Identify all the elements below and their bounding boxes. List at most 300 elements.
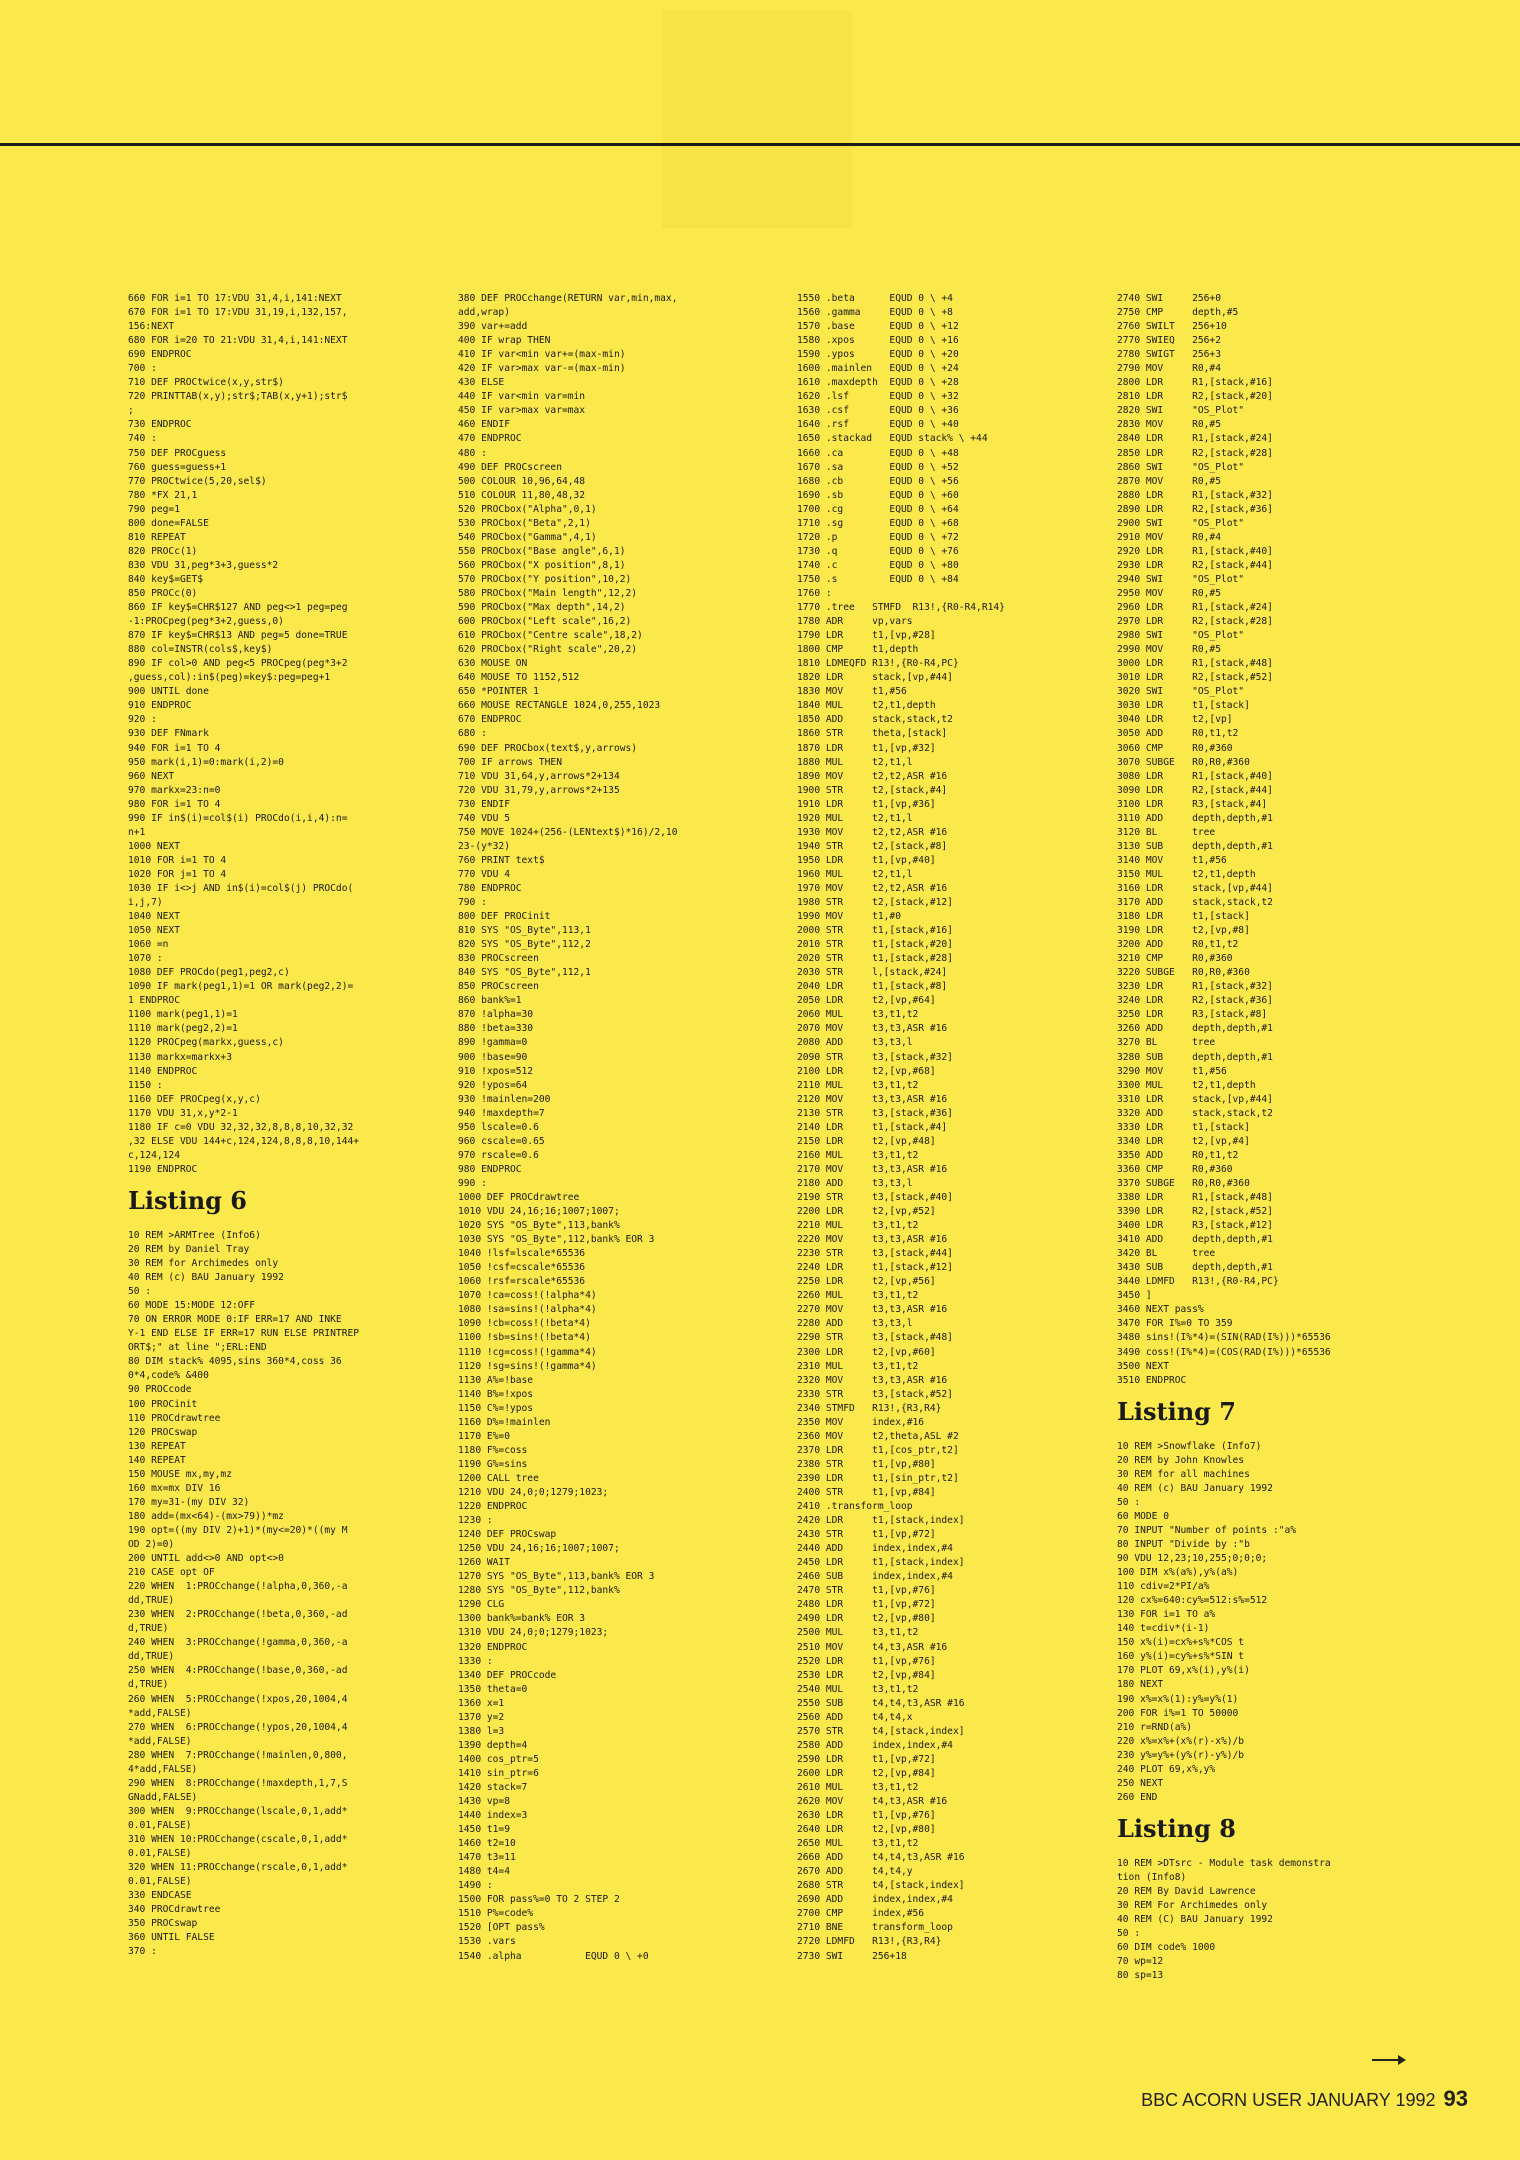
code-line: 420 IF var>max var-=(max-min) [458, 363, 626, 375]
code-line: 910 !xpos=512 [458, 1065, 534, 1077]
code-line: 2580 ADD index,index,#4 [797, 1739, 953, 1751]
code-line: 1860 STR theta,[stack] [797, 728, 948, 740]
code-line: 1300 bank%=bank% EOR 3 [458, 1613, 586, 1625]
code-line: 230 y%=y%+(y%(r)-y%)/b [1117, 1749, 1245, 1761]
code-line: 1740 .c EQUD 0 \ +80 [797, 559, 959, 571]
code-line: 500 COLOUR 10,96,64,48 [458, 475, 586, 487]
code-line: 1490 : [458, 1880, 493, 1892]
code-line: 1330 : [458, 1655, 493, 1667]
code-line: 2000 STR t1,[stack,#16] [797, 925, 953, 937]
code-line: 3110 ADD depth,depth,#1 [1117, 812, 1273, 824]
code-line: 2950 MOV R0,#5 [1117, 587, 1221, 599]
code-line: 1630 .csf EQUD 0 \ +36 [797, 405, 959, 417]
code-line: 2270 MOV t3,t3,ASR #16 [797, 1304, 948, 1316]
code-line: 2990 MOV R0,#5 [1117, 644, 1221, 656]
code-line: 2260 MUL t3,t1,t2 [797, 1290, 919, 1302]
code-line: 310 WHEN 10:PROCchange(cscale,0,1,add* [128, 1833, 348, 1845]
code-line: 130 REPEAT [128, 1440, 186, 1452]
code-line: 2780 SWIGT 256+3 [1117, 349, 1221, 361]
code-line: 1690 .sb EQUD 0 \ +60 [797, 489, 959, 501]
code-line: 2180 ADD t3,t3,l [797, 1177, 913, 1189]
code-line: 1610 .maxdepth EQUD 0 \ +28 [797, 377, 959, 389]
listing-column-3 [797, 292, 1109, 1964]
code-line: 1990 MOV t1,#0 [797, 911, 901, 923]
code-line: 2530 LDR t2,[vp,#84] [797, 1669, 936, 1681]
code-line: 140 REPEAT [128, 1454, 186, 1466]
code-line: 3080 LDR R1,[stack,#40] [1117, 770, 1273, 782]
code-line: 3260 ADD depth,depth,#1 [1117, 1023, 1273, 1035]
code-line: 120 cx%=640:cy%=512:s%=512 [1117, 1595, 1268, 1607]
code-line: 3460 NEXT pass% [1117, 1304, 1204, 1316]
code-line: 1560 .gamma EQUD 0 \ +8 [797, 307, 953, 319]
faded-background-panel [662, 10, 852, 228]
code-line: 3350 ADD R0,t1,t2 [1117, 1149, 1239, 1161]
code-line: 1640 .rsf EQUD 0 \ +40 [797, 419, 959, 431]
code-line: 580 PROCbox("Main length",12,2) [458, 587, 638, 599]
code-line: 2400 STR t1,[vp,#84] [797, 1486, 936, 1498]
code-line: 3120 BL tree [1117, 826, 1216, 838]
code-line: 2120 MOV t3,t3,ASR #16 [797, 1093, 948, 1105]
code-line: 730 ENDIF [458, 798, 510, 810]
code-line: 370 : [128, 1946, 157, 1958]
code-line: 3170 ADD stack,stack,t2 [1117, 897, 1273, 909]
code-line: 1470 t3=11 [458, 1852, 516, 1864]
code-line: 700 : [128, 363, 157, 375]
code-line: 560 PROCbox("X position",8,1) [458, 559, 626, 571]
code-line: 1980 STR t2,[stack,#12] [797, 897, 953, 909]
code-line: 800 done=FALSE [128, 517, 209, 529]
code-line: Y-1 END ELSE IF ERR=17 RUN ELSE PRINTREP [128, 1328, 360, 1340]
code-line: *add,FALSE) [128, 1707, 192, 1719]
code-line: 2900 SWI "OS_Plot" [1117, 517, 1245, 529]
code-line: 1100 mark(peg1,1)=1 [128, 1009, 238, 1021]
code-line: 270 WHEN 6:PROCchange(!ypos,20,1004,4 [128, 1721, 348, 1733]
code-line: 830 VDU 31,peg*3+3,guess*2 [128, 559, 279, 571]
code-line: 1210 VDU 24,0;0;1279;1023; [458, 1486, 609, 1498]
code-line: 2350 MOV index,#16 [797, 1416, 925, 1428]
code-line: 80 INPUT "Divide by :"b [1117, 1538, 1250, 1550]
code-line: 1500 FOR pass%=0 TO 2 STEP 2 [458, 1894, 620, 1906]
header-rule [0, 143, 1520, 146]
code-line: 280 WHEN 7:PROCchange(!mainlen,0,800, [128, 1749, 348, 1761]
code-line: 460 ENDIF [458, 419, 510, 431]
code-line: 1840 MUL t2,t1,depth [797, 700, 936, 712]
code-line: 2680 STR t4,[stack,index] [797, 1880, 965, 1892]
code-line: 0.01,FALSE) [128, 1848, 192, 1860]
code-line: 40 REM (c) BAU January 1992 [128, 1272, 284, 1284]
code-line: 440 IF var<min var=min [458, 391, 586, 403]
code-line: 1660 .ca EQUD 0 \ +48 [797, 447, 959, 459]
code-line: 2030 STR l,[stack,#24] [797, 967, 948, 979]
code-line: 3490 coss!(I%*4)=(COS(RAD(I%)))*65536 [1117, 1346, 1331, 1358]
code-line: 3320 ADD stack,stack,t2 [1117, 1107, 1273, 1119]
code-line: 2470 STR t1,[vp,#76] [797, 1585, 936, 1597]
code-line: 600 PROCbox("Left scale",16,2) [458, 616, 632, 628]
code-line: 2760 SWILT 256+10 [1117, 321, 1227, 333]
code-line: 3240 LDR R2,[stack,#36] [1117, 995, 1273, 1007]
code-line: 1900 STR t2,[stack,#4] [797, 784, 948, 796]
page-number: 93 [1443, 2086, 1468, 2111]
code-line: 1360 x=1 [458, 1697, 505, 1709]
code-line: 2940 SWI "OS_Plot" [1117, 573, 1245, 585]
code-line: 1930 MOV t2,t2,ASR #16 [797, 826, 948, 838]
code-line: 3420 BL tree [1117, 1248, 1216, 1260]
code-line: 2980 SWI "OS_Plot" [1117, 630, 1245, 642]
code-line: 210 CASE opt OF [128, 1567, 215, 1579]
code-line: 1070 : [128, 953, 163, 965]
code-line: 2440 ADD index,index,#4 [797, 1543, 953, 1555]
code-line: 1810 LDMEQFD R13!,{R0-R4,PC} [797, 658, 959, 670]
code-line: 60 MODE 15:MODE 12:OFF [128, 1300, 256, 1312]
code-line: add,wrap) [458, 307, 510, 319]
code-line: 1060 =n [128, 939, 169, 951]
code-line: 1130 markx=markx+3 [128, 1051, 232, 1063]
code-line: 1580 .xpos EQUD 0 \ +16 [797, 335, 959, 347]
code-line: 1750 .s EQUD 0 \ +84 [797, 573, 959, 585]
code-line: 3150 MUL t2,t1,depth [1117, 868, 1256, 880]
code-line: 590 PROCbox("Max depth",14,2) [458, 602, 626, 614]
code-line: 200 UNTIL add<>0 AND opt<>0 [128, 1553, 284, 1565]
code-line: ORT$;" at line ";ERL:END [128, 1342, 267, 1354]
code-line: 680 : [458, 728, 487, 740]
code-line: 3380 LDR R1,[stack,#48] [1117, 1192, 1273, 1203]
code-line: 1820 LDR stack,[vp,#44] [797, 672, 953, 684]
code-line: 690 ENDPROC [128, 349, 192, 361]
code-line: 2540 MUL t3,t1,t2 [797, 1683, 919, 1695]
code-line: 2810 LDR R2,[stack,#20] [1117, 391, 1273, 403]
code-line: *add,FALSE) [128, 1735, 192, 1747]
code-line: 790 : [458, 897, 487, 909]
code-line: 20 REM by John Knowles [1117, 1454, 1245, 1466]
code-line: 240 PLOT 69,x%,y% [1117, 1763, 1216, 1775]
code-line: 790 peg=1 [128, 503, 180, 515]
code-line: 410 IF var<min var+=(max-min) [458, 349, 626, 361]
code-line: 1940 STR t2,[stack,#8] [797, 840, 948, 852]
code-line: 680 FOR i=20 TO 21:VDU 31,4,i,141:NEXT [128, 335, 348, 347]
code-line: 950 lscale=0.6 [458, 1121, 539, 1133]
code-line: 1090 IF mark(peg1,1)=1 OR mark(peg2,2)= [128, 981, 354, 993]
code-line: 3370 SUBGE R0,R0,#360 [1117, 1177, 1250, 1189]
code-line: 2150 LDR t2,[vp,#48] [797, 1135, 936, 1147]
code-line: 150 x%(i)=cx%+s%*COS t [1117, 1637, 1245, 1649]
code-line: 1590 .ypos EQUD 0 \ +20 [797, 349, 959, 361]
code-line: 450 IF var>max var=max [458, 405, 586, 417]
code-line: 1040 NEXT [128, 911, 180, 923]
code-line: 710 VDU 31,64,y,arrows*2+134 [458, 770, 620, 782]
code-line: 1110 !cg=coss!(!gamma*4) [458, 1346, 597, 1358]
code-line: 30 REM For Archimedes only [1117, 1900, 1268, 1912]
code-line: 920 : [128, 714, 157, 726]
code-line: 2520 LDR t1,[vp,#76] [797, 1655, 936, 1667]
code-line: 1870 LDR t1,[vp,#32] [797, 742, 936, 754]
code-line: 960 cscale=0.65 [458, 1135, 545, 1147]
code-line: 190 opt=((my DIV 2)+1)*(my<=20)*((my M [128, 1524, 348, 1536]
code-line: 2200 LDR t2,[vp,#52] [797, 1206, 936, 1218]
code-line: 2800 LDR R1,[stack,#16] [1117, 377, 1273, 389]
code-line: 1970 MOV t2,t2,ASR #16 [797, 882, 948, 894]
code-line: 1950 LDR t1,[vp,#40] [797, 854, 936, 866]
code-line: 660 FOR i=1 TO 17:VDU 31,4,i,141:NEXT [128, 293, 342, 304]
code-line: 80 DIM stack% 4095,sins 360*4,coss 36 [128, 1356, 342, 1368]
code-line: 1010 FOR i=1 TO 4 [128, 854, 227, 866]
code-line: 800 DEF PROCinit [458, 911, 551, 923]
code-line: 2890 LDR R2,[stack,#36] [1117, 503, 1273, 515]
code-line: 860 bank%=1 [458, 995, 522, 1007]
code-line: 1230 : [458, 1515, 493, 1527]
code-line: 830 PROCscreen [458, 953, 539, 965]
code-line: 180 add=(mx<64)-(mx>79))*mz [128, 1510, 284, 1522]
code-line: 0.01,FALSE) [128, 1876, 192, 1888]
code-line: c,124,124 [128, 1149, 180, 1161]
code-line: 250 NEXT [1117, 1777, 1164, 1789]
listing-column-1 [128, 292, 428, 1959]
code-line: 2770 SWIEQ 256+2 [1117, 335, 1221, 347]
code-line: 1220 ENDPROC [458, 1501, 528, 1513]
code-line: 2840 LDR R1,[stack,#24] [1117, 433, 1273, 445]
code-line: 2080 ADD t3,t3,l [797, 1037, 913, 1049]
code-line: 3280 SUB depth,depth,#1 [1117, 1051, 1273, 1063]
code-line: 970 markx=23:n=0 [128, 784, 221, 796]
code-line: 1000 DEF PROCdrawtree [458, 1192, 580, 1203]
code-line: 260 END [1117, 1791, 1158, 1803]
code-line: 940 FOR i=1 TO 4 [128, 742, 221, 754]
code-line: 2130 STR t3,[stack,#36] [797, 1107, 953, 1119]
code-line: 1140 ENDPROC [128, 1065, 198, 1077]
code-line: 3090 LDR R2,[stack,#44] [1117, 784, 1273, 796]
code-line: 150 MOUSE mx,my,mz [128, 1468, 232, 1480]
code-line: 0*4,code% &400 [128, 1370, 209, 1382]
code-line: 890 !gamma=0 [458, 1037, 528, 1049]
code-line: 400 IF wrap THEN [458, 335, 551, 347]
listing-column-4 [1117, 292, 1417, 1983]
code-line: 1920 MUL t2,t1,l [797, 812, 913, 824]
code-line: 1200 CALL tree [458, 1472, 539, 1484]
code-line: 3290 MOV t1,#56 [1117, 1065, 1227, 1077]
code-line: 60 DIM code% 1000 [1117, 1942, 1216, 1954]
code-line: 1850 ADD stack,stack,t2 [797, 714, 953, 726]
code-line: 1600 .mainlen EQUD 0 \ +24 [797, 363, 959, 375]
code-line: 70 INPUT "Number of points :"a% [1117, 1524, 1297, 1536]
code-line: 240 WHEN 3:PROCchange(!gamma,0,360,-a [128, 1637, 348, 1649]
code-line: 630 MOUSE ON [458, 658, 528, 670]
code-line: 2610 MUL t3,t1,t2 [797, 1781, 919, 1793]
code-line: 260 WHEN 5:PROCchange(!xpos,20,1004,4 [128, 1693, 348, 1705]
listing-column-2 [458, 292, 770, 1964]
code-line: 1050 NEXT [128, 925, 180, 937]
code-line: 770 VDU 4 [458, 868, 510, 880]
code-line: 1090 !cb=coss!(!beta*4) [458, 1318, 591, 1330]
code-line: 780 *FX 21,1 [128, 489, 198, 501]
code-line: 2550 SUB t4,t4,t3,ASR #16 [797, 1697, 965, 1709]
code-line: 1780 ADR vp,vars [797, 616, 913, 628]
code-line: 2660 ADD t4,t4,t3,ASR #16 [797, 1852, 965, 1864]
code-line: 880 col=INSTR(cols$,key$) [128, 644, 273, 656]
code-line: 2850 LDR R2,[stack,#28] [1117, 447, 1273, 459]
code-line: 1680 .cb EQUD 0 \ +56 [797, 475, 959, 487]
code-line: 1700 .cg EQUD 0 \ +64 [797, 503, 959, 515]
code-line: 930 !mainlen=200 [458, 1093, 551, 1105]
code-line: ; [128, 405, 134, 417]
code-line: 820 PROCc(1) [128, 545, 198, 557]
code-line: 2370 LDR t1,[cos_ptr,t2] [797, 1444, 959, 1456]
code-line: 20 REM By David Lawrence [1117, 1885, 1256, 1897]
code-line: 750 DEF PROCguess [128, 447, 227, 459]
code-line: 50 : [128, 1286, 152, 1298]
code-line: 1 ENDPROC [128, 995, 180, 1007]
code-line: 850 PROCc(0) [128, 587, 198, 599]
code-line: 2420 LDR t1,[stack,index] [797, 1515, 965, 1527]
code-line: 1130 A%=!base [458, 1374, 534, 1386]
code-line: 1440 index=3 [458, 1810, 528, 1822]
code-line: 650 *POINTER 1 [458, 686, 539, 698]
code-line: 2320 MOV t3,t3,ASR #16 [797, 1374, 948, 1386]
code-line: 670 ENDPROC [458, 714, 522, 726]
code-line: 3450 ] [1117, 1290, 1152, 1302]
code-line: GNadd,FALSE) [128, 1791, 198, 1803]
code-line: 930 DEF FNmark [128, 728, 209, 740]
code-line: 2500 MUL t3,t1,t2 [797, 1627, 919, 1639]
code-line: 3310 LDR stack,[vp,#44] [1117, 1093, 1273, 1105]
code-line: 70 ON ERROR MODE 0:IF ERR=17 AND INKE [128, 1314, 342, 1326]
code-line: 1080 DEF PROCdo(peg1,peg2,c) [128, 967, 290, 979]
code-line: 730 ENDPROC [128, 419, 192, 431]
code-line: 23-(y*32) [458, 840, 510, 852]
code-line: 160 y%(i)=cy%+s%*SIN t [1117, 1651, 1245, 1663]
code-line: 390 var+=add [458, 321, 528, 333]
code-line: 190 x%=x%(1):y%=y%(1) [1117, 1693, 1239, 1705]
code-line: 1040 !lsf=lscale*65536 [458, 1248, 586, 1260]
code-line: 900 !base=90 [458, 1051, 528, 1063]
code-line: 1320 ENDPROC [458, 1641, 528, 1653]
code-line: 900 UNTIL done [128, 686, 209, 698]
code-line: 810 SYS "OS_Byte",113,1 [458, 925, 591, 937]
code-line: 860 IF key$=CHR$127 AND peg<>1 peg=peg [128, 602, 348, 614]
code-line: 3400 LDR R3,[stack,#12] [1117, 1220, 1273, 1232]
code-line: 770 PROCtwice(5,20,sel$) [128, 475, 267, 487]
code-line: 3060 CMP R0,#360 [1117, 742, 1233, 754]
code-line: 1310 VDU 24,0;0;1279;1023; [458, 1627, 609, 1639]
code-line: 1410 sin_ptr=6 [458, 1767, 539, 1779]
code-line: 2560 ADD t4,t4,x [797, 1711, 913, 1723]
code-line: 180 NEXT [1117, 1679, 1164, 1691]
code-line: 2100 LDR t2,[vp,#68] [797, 1065, 936, 1077]
code-line: 490 DEF PROCscreen [458, 461, 562, 473]
code-line: 890 IF col>0 AND peg<5 PROCpeg(peg*3+2 [128, 658, 348, 670]
code-line: 2380 STR t1,[vp,#80] [797, 1458, 936, 1470]
code-line: 2430 STR t1,[vp,#72] [797, 1529, 936, 1541]
code-line: 1340 DEF PROCcode [458, 1669, 557, 1681]
code-line: 2870 MOV R0,#5 [1117, 475, 1221, 487]
code-line: 780 ENDPROC [458, 882, 522, 894]
code-line: 530 PROCbox("Beta",2,1) [458, 517, 591, 529]
code-line: 1190 ENDPROC [128, 1163, 198, 1175]
code-line: 2790 MOV R0,#4 [1117, 363, 1221, 375]
code-line: 1650 .stackad EQUD stack% \ +44 [797, 433, 988, 445]
code-line: 870 IF key$=CHR$13 AND peg=5 done=TRUE [128, 630, 348, 642]
code-line: 870 !alpha=30 [458, 1009, 534, 1021]
code-line: 300 WHEN 9:PROCchange(lscale,0,1,add* [128, 1805, 348, 1817]
code-line: 50 : [1117, 1928, 1141, 1940]
code-line: 920 !ypos=64 [458, 1079, 528, 1091]
code-line: 3140 MOV t1,#56 [1117, 854, 1227, 866]
code-line: 1030 SYS "OS_Byte",112,bank% EOR 3 [458, 1234, 655, 1246]
code-line: 3270 BL tree [1117, 1037, 1216, 1049]
code-line: 1720 .p EQUD 0 \ +72 [797, 531, 959, 543]
code-line: 3040 LDR t2,[vp] [1117, 714, 1233, 726]
code-line: 230 WHEN 2:PROCchange(!beta,0,360,-ad [128, 1609, 348, 1621]
code-line: 1830 MOV t1,#56 [797, 686, 907, 698]
code-line: 990 IF in$(i)=col$(i) PROCdo(i,i,4):n= [128, 812, 348, 824]
code-line: 1710 .sg EQUD 0 \ +68 [797, 517, 959, 529]
listing-heading: Listing 8 [1117, 1813, 1236, 1843]
code-line: 3470 FOR I%=0 TO 359 [1117, 1318, 1233, 1330]
code-line: 110 cdiv=2*PI/a% [1117, 1581, 1210, 1593]
code-line: 840 key$=GET$ [128, 573, 204, 585]
code-line: 1160 D%=!mainlen [458, 1416, 551, 1428]
code-line: 1760 : [797, 587, 832, 599]
code-line: 2330 STR t3,[stack,#52] [797, 1388, 953, 1400]
code-line: 2460 SUB index,index,#4 [797, 1571, 953, 1583]
code-line: 2310 MUL t3,t1,t2 [797, 1360, 919, 1372]
code-line: 1160 DEF PROCpeg(x,y,c) [128, 1093, 261, 1105]
code-line: 30 REM for all machines [1117, 1468, 1250, 1480]
code-line: 2160 MUL t3,t1,t2 [797, 1149, 919, 1161]
code-line: 2960 LDR R1,[stack,#24] [1117, 602, 1273, 614]
code-line: 2920 LDR R1,[stack,#40] [1117, 545, 1273, 557]
code-line: 3180 LDR t1,[stack] [1117, 911, 1250, 923]
code-line: 1020 FOR j=1 TO 4 [128, 868, 227, 880]
code-line: 720 VDU 31,79,y,arrows*2+135 [458, 784, 620, 796]
code-line: 700 IF arrows THEN [458, 756, 562, 768]
code-line: 2040 LDR t1,[stack,#8] [797, 981, 948, 993]
code-line: 0.01,FALSE) [128, 1819, 192, 1831]
code-line: 880 !beta=330 [458, 1023, 534, 1035]
code-line: 740 VDU 5 [458, 812, 510, 824]
code-line: 760 guess=guess+1 [128, 461, 227, 473]
code-line: 90 VDU 12,23;10,255;0;0;0; [1117, 1553, 1268, 1565]
code-line: 90 PROCcode [128, 1384, 192, 1396]
code-line: 340 PROCdrawtree [128, 1904, 221, 1916]
magazine-issue: BBC ACORN USER JANUARY 1992 [1141, 2090, 1436, 2110]
code-line: 550 PROCbox("Base angle",6,1) [458, 545, 626, 557]
code-line: 330 ENDCASE [128, 1890, 192, 1902]
code-line: 3430 SUB depth,depth,#1 [1117, 1262, 1273, 1274]
code-line: 1070 !ca=coss!(!alpha*4) [458, 1290, 597, 1302]
code-line: i,j,7) [128, 897, 163, 909]
code-line: 1110 mark(peg2,2)=1 [128, 1023, 238, 1035]
code-line: 1150 C%=!ypos [458, 1402, 534, 1414]
code-line: 290 WHEN 8:PROCchange(!maxdepth,1,7,S [128, 1777, 348, 1789]
code-line: 1390 depth=4 [458, 1739, 528, 1751]
code-line: 610 PROCbox("Centre scale",18,2) [458, 630, 643, 642]
code-line: 1000 NEXT [128, 840, 180, 852]
code-line: tion (Info8) [1117, 1871, 1187, 1883]
code-line: 2730 SWI 256+18 [797, 1950, 907, 1962]
code-line: 3330 LDR t1,[stack] [1117, 1121, 1250, 1133]
code-line: 910 ENDPROC [128, 700, 192, 712]
code-line: 1120 PROCpeg(markx,guess,c) [128, 1037, 284, 1049]
code-line: 2710 BNE transform_loop [797, 1922, 953, 1934]
code-line: 100 PROCinit [128, 1398, 198, 1410]
code-line: 10 REM >DTsrc - Module task demonstra [1117, 1857, 1331, 1869]
code-line: 1550 .beta EQUD 0 \ +4 [797, 293, 953, 304]
code-line: 2050 LDR t2,[vp,#64] [797, 995, 936, 1007]
code-line: 470 ENDPROC [458, 433, 522, 445]
code-line: 2410 .transform_loop [797, 1501, 913, 1513]
code-line: 570 PROCbox("Y position",10,2) [458, 573, 632, 585]
code-line: 690 DEF PROCbox(text$,y,arrows) [458, 742, 638, 754]
code-line: 1180 IF c=0 VDU 32,32,32,8,8,8,10,32,32 [128, 1121, 354, 1133]
